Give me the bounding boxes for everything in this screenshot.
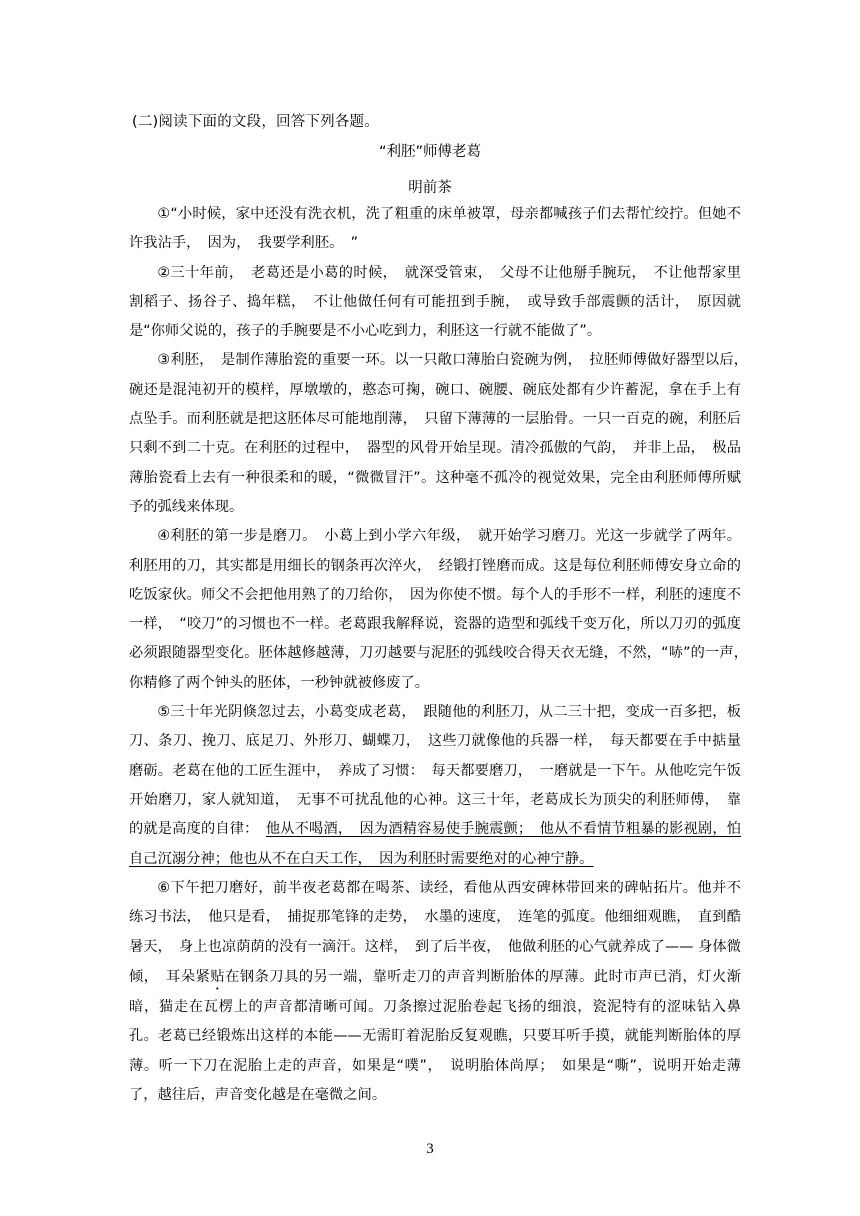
paragraph-6-text-start: ⑥下午把刀磨好，前半夜老葛都在喝茶、读经，看他从西安碑林带回来的碑帖拓片。他并不练习书法， 他只是看， 捕捉那笔锋的走势， 水墨的速度， 连笔的弧度。他细细观瞧， 直到酷暑天， 身上也凉荫荫的没有一滴汗。这样， 到了后半夜， 他做利胚的心气就养成了—— 身体微倾， 耳朵紧 [129, 879, 741, 985]
underlined-passage: 他从不喝酒， 因为酒精容易使手腕震颤； 他从不看情节粗暴的影视剧，怕自己沉溺分神；他也从不在白天工作， 因为利胚时需要绝对的心神宁静。 [129, 821, 741, 867]
section-intro: (二)阅读下面的文段，回答下列各题。 [132, 114, 379, 130]
paragraph-1: ①“小时候，家中还没有洗衣机，洗了粗重的床单被罩，母亲都喊孩子们去帮忙绞拧。但她不许我沾手， 因为， 我要学利胚。 ” [129, 206, 741, 252]
paragraph-6-text-end: 在钢条刀具的另一端，靠听走刀的声音判断胎体的厚薄。此时市声已消，灯火渐暗，猫走在瓦楞上的声音都清晰可闻。刀条擦过泥胎卷起飞扬的细浪，瓷泥特有的涩味钻入鼻孔。老葛已经锻炼出这样的本能——无需盯着泥胎反复观瞧，只要耳听手摸，就能判断胎体的厚薄。听一下刀在泥胎上走的声音，如果是“噗”， 说明胎体尚厚； 如果是“嘶”，说明开始走薄了，越往后，声音变化越是在毫微之间。 [129, 968, 741, 1104]
paragraph-2: ②三十年前， 老葛还是小葛的时候， 就深受管束， 父母不让他掰手腕玩， 不让他帮家里割稻子、扬谷子、捣年糕， 不让他做任何有可能扭到手腕， 或导致手部震颤的活计， 原因就是“你师父说的，孩子的手腕要是不小心吃到力，利胚这一行就不能做了”。 [129, 264, 741, 340]
paragraph-4: ④利胚的第一步是磨刀。 小葛上到小学六年级， 就开始学习磨刀。光这一步就学了两年。利胚用的刀，其实都是用细长的钢条再次淬火， 经锻打锉磨而成。这是每位利胚师傅安身立命的吃饭家伙。师父不会把他用熟了的刀给你， 因为你使不惯。每个人的手形不一样，利胚的速度不一样， “咬刀”的习惯也不一样。老葛跟我解释说，瓷器的造型和弧线千变万化，所以刀刃的弧度必须跟随器型变化。胚体越修越薄，刀刃越要与泥胚的弧线咬合得天衣无缝，不然，“哧”的一声， 你精修了两个钟头的胚体，一秒钟就被修废了。 [129, 528, 756, 691]
emphasized-character: 贴 [210, 968, 226, 985]
paragraph-5-text: ⑤三十年光阴倏忽过去，小葛变成老葛， 跟随他的利胚刀，从二三十把，变成一百多把，板刀、条刀、挽刀、底足刀、外形刀、蝴蝶刀， 这些刀就像他的兵器一样， 每天都要在手中掂量磨砺。老葛在他的工匠生涯中， 养成了习惯： 每天都要磨刀， 一磨就是一下午。从他吃完午饭开始磨刀，家人就知道， 无事不可扰乱他的心神。这三十年，老葛成长为顶尖的利胚师傅， 靠的就是高度的自律： [129, 704, 741, 838]
paragraph-3: ③利胚， 是制作薄胎瓷的重要一环。以一只敞口薄胎白瓷碗为例， 拉胚师傅做好器型以后， 碗还是混沌初开的模样，厚墩墩的，憨态可掬，碗口、碗腰、碗底处都有少许蓄泥，拿在手上有点坠手。而利胚就是把这胚体尽可能地削薄， 只留下薄薄的一层胎骨。一只一百克的碗，利胚后只剩不到二十克。在利胚的过程中， 器型的风骨开始呈现。清冷孤傲的气韵， 并非上品， 极品薄胎瓷看上去有一种很柔和的暖，“微微冒汗”。这种毫不孤冷的视觉效果，完全由利胚师傅所赋予的弧线来体现。 [129, 352, 756, 515]
paragraph-5 [129, 698, 741, 874]
article-author: 明前茶 [408, 180, 452, 196]
article-body [129, 200, 756, 1111]
page-number: 3 [426, 1141, 434, 1157]
article-title: “利胚”师傅老葛 [378, 144, 482, 160]
paragraph-6 [129, 874, 741, 1111]
